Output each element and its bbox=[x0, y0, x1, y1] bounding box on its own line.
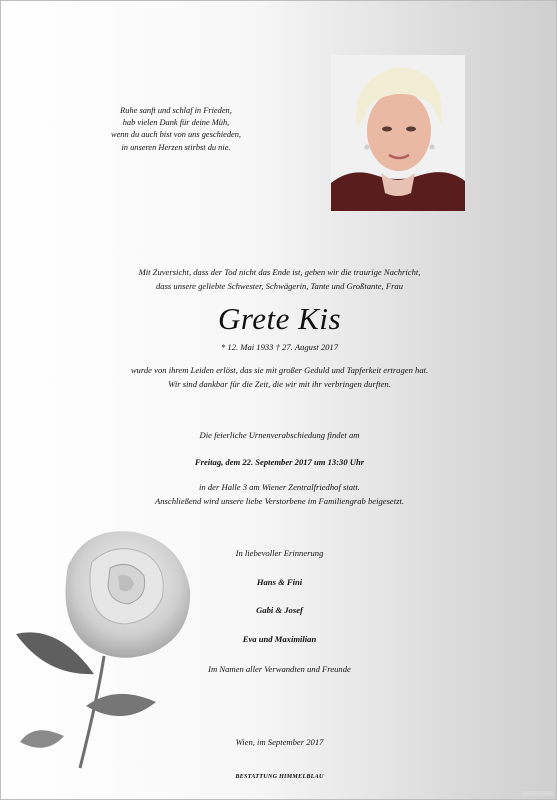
portrait-photo-icon bbox=[331, 55, 465, 211]
portrait-photo bbox=[331, 55, 465, 211]
message-line: Wir sind dankbar für die Zeit, die wir mit ihr verbringen durften. bbox=[168, 379, 391, 389]
memorial-poem bbox=[71, 105, 281, 154]
poem-line: wenn du auch bist von uns geschieden, bbox=[110, 130, 242, 140]
remembrance-intro: In liebevoller Erinnerung bbox=[235, 548, 324, 558]
ceremony-location: in der Halle 3 am Wiener Zentralfriedhof statt. bbox=[199, 482, 360, 492]
life-dates: * 12. Mai 1933 † 27. August 2017 bbox=[220, 342, 339, 352]
poem-line: hab vielen Dank für deine Müh, bbox=[122, 118, 230, 128]
mourners-closing: Im Namen aller Verwandten und Freunde bbox=[208, 664, 351, 674]
ceremony-intro: Die feierliche Urnenverabschiedung findet am bbox=[199, 430, 360, 440]
mourner-name: Eva und Maximilian bbox=[242, 634, 317, 644]
funeral-home: BESTATTUNG HIMMELBLAU bbox=[235, 773, 324, 780]
poem-line: in unseren Herzen stirbst du nie. bbox=[121, 142, 231, 152]
mourner-name: Hans & Fini bbox=[256, 577, 303, 587]
poem-line: Ruhe sanft und schlaf in Frieden, bbox=[120, 106, 232, 115]
announcement-line: Mit Zuversicht, dass der Tod nicht das Ende ist, geben wir die traurige Nachricht, bbox=[138, 267, 421, 277]
message-line: wurde von ihrem Leiden erlöst, das sie mit großer Geduld und Tapferkeit ertragen hat. bbox=[130, 365, 429, 375]
mourner-name: Gabi & Josef bbox=[256, 605, 303, 615]
ceremony-datetime: Freitag, dem 22. September 2017 um 13:30 Uhr bbox=[194, 457, 365, 467]
page-corner-mark bbox=[521, 791, 553, 796]
place-date: Wien, im September 2017 bbox=[235, 737, 324, 747]
deceased-name: Grete Kis bbox=[217, 301, 342, 336]
announcement-line: dass unsere geliebte Schwester, Schwägerin, Tante und Großtante, Frau bbox=[155, 281, 404, 291]
burial-note: Anschließend wird unsere liebe Verstorbene im Familiengrab beigesetzt. bbox=[154, 496, 404, 506]
